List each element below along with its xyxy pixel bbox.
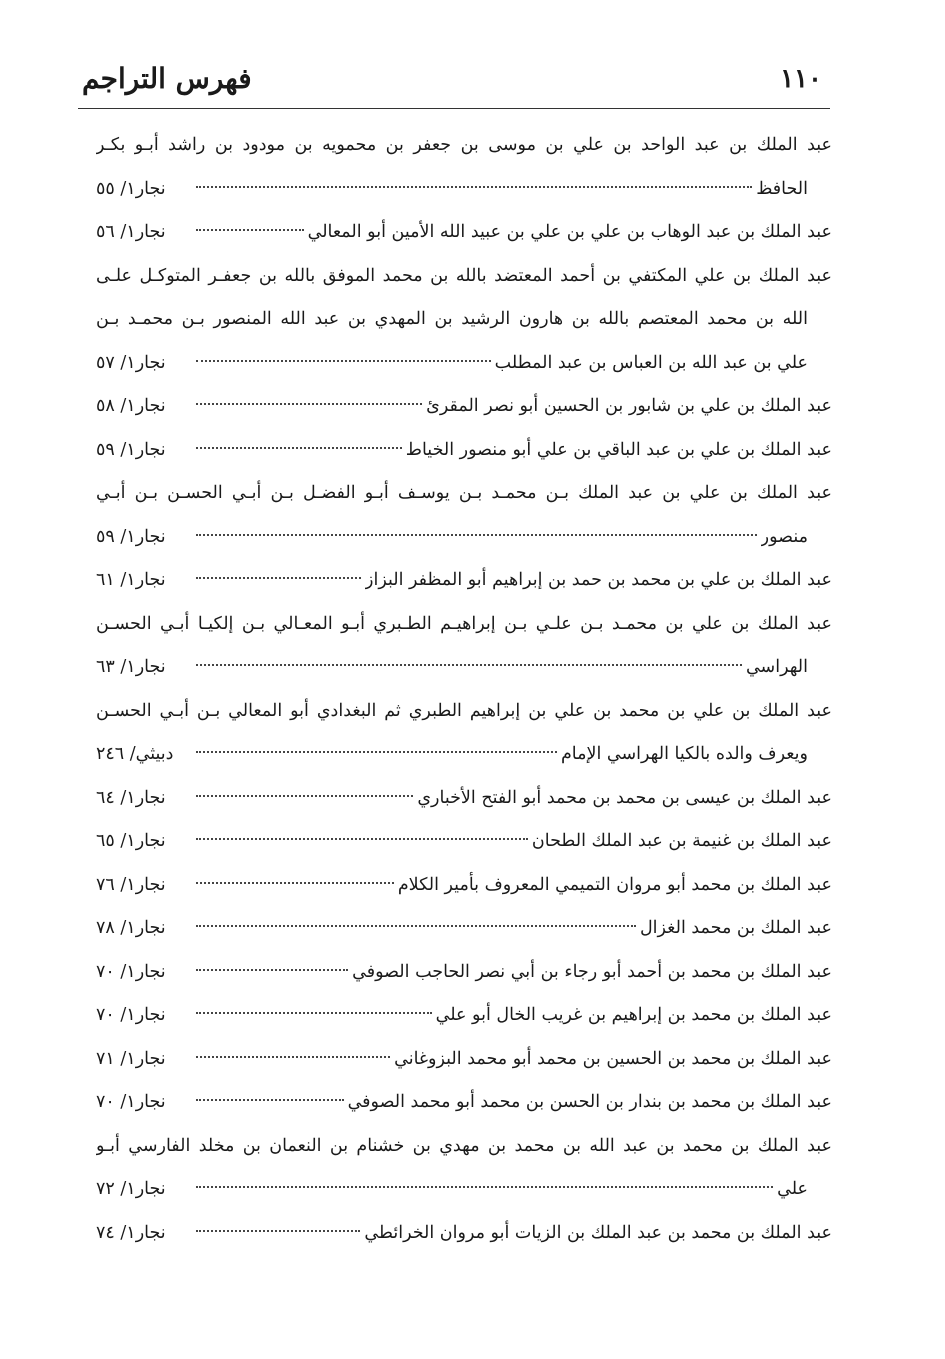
dot-leader xyxy=(196,924,636,927)
entry-final-line xyxy=(96,1212,832,1256)
dot-leader xyxy=(196,359,491,362)
entry-final-line xyxy=(96,1168,832,1212)
index-entry xyxy=(96,429,832,473)
entry-final-line xyxy=(96,951,832,995)
entry-final-line xyxy=(96,907,832,951)
dot-leader xyxy=(196,533,757,536)
entry-source-reference: نجار١/ ٧٠ xyxy=(96,1092,166,1112)
entry-final-line xyxy=(96,864,832,908)
entry-name: عبد الملك بن محمد بن إبراهيم بن غريب الخال أبو علي xyxy=(435,1005,832,1025)
page-header xyxy=(78,58,830,106)
header-divider xyxy=(78,108,830,109)
entry-source-reference: نجار١/ ٥٧ xyxy=(96,352,166,373)
entry-final-line xyxy=(96,516,832,560)
entry-final-line xyxy=(96,733,832,777)
entry-final-line xyxy=(96,211,832,255)
entry-source-reference: نجار١/ ٥٩ xyxy=(96,526,166,547)
dot-leader xyxy=(196,837,528,840)
entry-final-line xyxy=(96,385,832,429)
entry-final-line xyxy=(96,429,832,473)
dot-leader xyxy=(196,446,402,449)
entry-text-line: عبد الملك بن محمد بن عبد الله بن محمد بن مهدي بن خشنام بن النعمان بن مخلد الفارسي أبـو xyxy=(96,1135,832,1156)
entry-name: علي بن عبد الله بن العباس بن عبد المطلب xyxy=(494,352,808,373)
entry-name: عبد الملك بن علي بن شابور بن الحسين أبو نصر المقرئ xyxy=(426,396,832,416)
dot-leader xyxy=(196,402,422,405)
dot-leader xyxy=(196,185,752,188)
entry-final-line xyxy=(96,559,832,603)
dot-leader xyxy=(196,794,413,797)
entry-final-line xyxy=(96,1038,832,1082)
index-entry xyxy=(96,907,832,951)
dot-leader xyxy=(196,750,557,753)
entry-final-line xyxy=(96,342,832,386)
entry-name: عبد الملك بن عيسى بن محمد بن محمد أبو الفتح الأخباري xyxy=(417,787,832,808)
entry-source-reference: نجار١/ ٦١ xyxy=(96,570,166,590)
entry-source-reference: نجار١/ ٧٠ xyxy=(96,1005,166,1025)
page-title: فهرس التراجم xyxy=(82,62,252,95)
entry-name: عبد الملك بن محمد بن عبد الملك بن الزيات أبو مروان الخرائطي xyxy=(364,1222,832,1243)
entry-final-line xyxy=(96,1081,832,1125)
entry-source-reference: نجار١/ ٧٤ xyxy=(96,1222,166,1243)
entry-final-line xyxy=(96,168,832,212)
dot-leader xyxy=(196,1055,390,1058)
dot-leader xyxy=(196,968,348,971)
index-entry xyxy=(96,1081,832,1125)
entry-name: عبد الملك بن عبد الوهاب بن علي بن علي بن عبيد الله الأمين أبو المعالي xyxy=(307,222,832,242)
entry-name: علي xyxy=(777,1179,808,1199)
index-entry xyxy=(96,1038,832,1082)
index-entry xyxy=(96,690,832,777)
index-entry xyxy=(96,255,832,386)
entry-source-reference: نجار١/ ٥٥ xyxy=(96,178,166,199)
index-entry xyxy=(96,559,832,603)
entry-final-line xyxy=(96,994,832,1038)
entry-name: عبد الملك بن علي بن محمد بن حمد بن إبراهيم أبو المظفر البزاز xyxy=(365,570,832,590)
entry-source-reference: نجار١/ ٦٤ xyxy=(96,787,166,808)
index-entry xyxy=(96,385,832,429)
index-entry xyxy=(96,1125,832,1212)
entry-final-line xyxy=(96,777,832,821)
entry-name: عبد الملك بن محمد أبو مروان التميمي المعروف بأمير الكلام xyxy=(397,874,832,895)
entry-name: عبد الملك بن محمد بن أحمد أبو رجاء بن أبي نصر الحاجب الصوفي xyxy=(352,961,832,982)
entry-source-reference: نجار١/ ٥٨ xyxy=(96,396,166,416)
entry-text-line: عبد الملك بن علي المكتفي بن أحمد المعتضد بالله بن محمد الموفق بالله بن جعفـر المتوكـل علـى xyxy=(96,265,832,286)
index-entry xyxy=(96,1212,832,1256)
dot-leader xyxy=(196,881,394,884)
index-entry xyxy=(96,777,832,821)
entry-source-reference: نجار١/ ٥٦ xyxy=(96,222,166,242)
entry-text-line: عبد الملك بن علي بن محمد بن علي بن إبراهيم الطبري ثم البغدادي أبو المعالي بـن أبـي الحسـن xyxy=(96,700,832,721)
index-entry xyxy=(96,211,832,255)
entry-final-line xyxy=(96,820,832,864)
index-entry xyxy=(96,124,832,211)
entry-text-line: عبد الملك بن عبد الواحد بن علي بن موسى بن جعفر بن محمويه بن مودود بن راشد أبـو بكـر xyxy=(96,135,832,155)
dot-leader xyxy=(196,1185,773,1188)
entry-name: عبد الملك بن غنيمة بن عبد الملك الطحان xyxy=(531,831,832,851)
dot-leader xyxy=(196,1098,344,1101)
entry-source-reference: نجار١/ ٧٨ xyxy=(96,918,166,938)
entry-text-line: الله بن محمد المعتصم بالله بن هارون الرشيد بن المهدي بن عبد الله المنصور بـن محمـد بـن xyxy=(96,309,808,329)
dot-leader xyxy=(196,1011,432,1014)
index-entry xyxy=(96,603,832,690)
index-entry-list xyxy=(96,124,832,1255)
index-entry xyxy=(96,472,832,559)
index-entry xyxy=(96,864,832,908)
entry-name: الهراسي xyxy=(745,657,808,677)
entry-source-reference: نجار١/ ٧١ xyxy=(96,1048,166,1069)
entry-name: عبد الملك بن محمد بن الحسين بن محمد أبو محمد البزوغاني xyxy=(394,1048,832,1069)
entry-final-line xyxy=(96,646,832,690)
entry-name: عبد الملك بن محمد الغزال xyxy=(639,918,832,938)
entry-text-line: عبد الملك بن علي بن محمـد بـن علـي بـن إبراهيـم الطـبري أبـو المعـالي بـن إلكيـا أبـي الحسـن xyxy=(96,613,832,634)
index-entry xyxy=(96,820,832,864)
index-entry xyxy=(96,951,832,995)
entry-name: الحافظ xyxy=(756,178,808,199)
entry-source-reference: نجار١/ ٧٦ xyxy=(96,874,166,895)
entry-name: عبد الملك بن محمد بن بندار بن الحسن بن محمد أبو محمد الصوفي xyxy=(347,1092,832,1112)
dot-leader xyxy=(196,228,304,231)
page-number: ١١٠ xyxy=(780,64,822,94)
dot-leader xyxy=(196,1229,360,1232)
entry-source-reference: نجار١/ ٧٠ xyxy=(96,961,166,982)
entry-source-reference: نجار١/ ٦٥ xyxy=(96,831,166,851)
entry-name: عبد الملك بن علي بن عبد الباقي بن علي أبو منصور الخياط xyxy=(405,439,832,460)
entry-name: منصور xyxy=(760,526,808,547)
entry-source-reference: نجار١/ ٧٢ xyxy=(96,1179,166,1199)
index-entry xyxy=(96,994,832,1038)
entry-text-line: عبد الملك بن علي بن عبد الملك بـن محمـد بـن يوسـف أبـو الفضـل بـن أبـي الحسـن بـن أبـي xyxy=(96,483,832,503)
entry-source-reference: نجار١/ ٥٩ xyxy=(96,439,166,460)
dot-leader xyxy=(196,576,361,579)
entry-name: ويعرف والده بالكيا الهراسي الإمام xyxy=(560,744,808,764)
dot-leader xyxy=(196,663,742,666)
entry-source-reference: نجار١/ ٦٣ xyxy=(96,657,166,677)
entry-source-reference: دبيثي/ ٢٤٦ xyxy=(96,744,174,764)
